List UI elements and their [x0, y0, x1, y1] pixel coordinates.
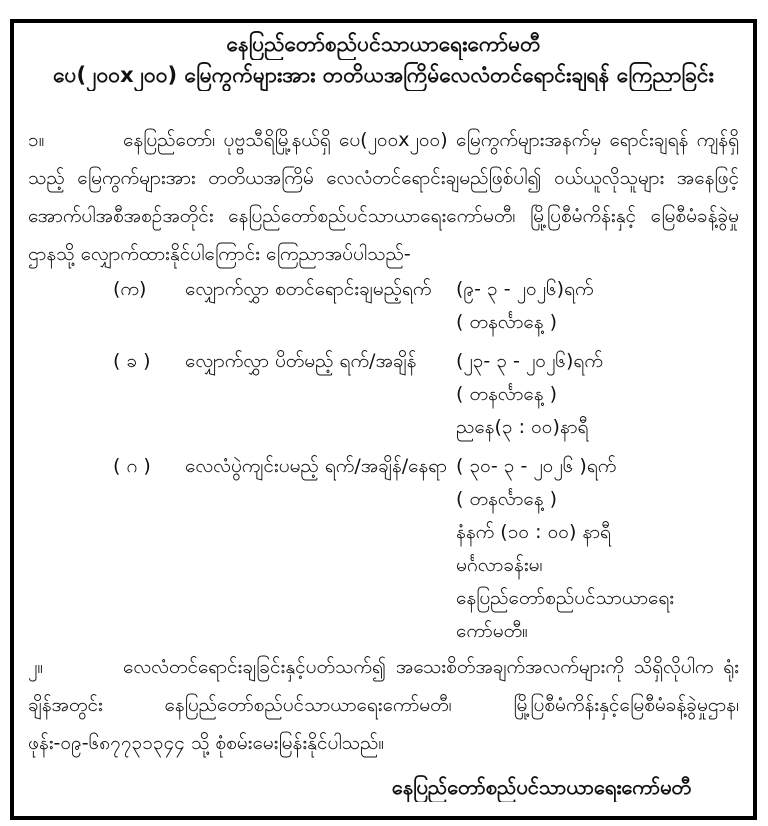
paragraph-2-number: ၂။: [28, 656, 44, 678]
paragraph-1: [28, 121, 739, 273]
schedule-row-item: လေလံပွဲကျင်းပမည့် ရက်/အချိန်/နေရာ: [185, 455, 447, 477]
schedule-detail-time: နံနက် (၁၀ : ၀၀) နာရီ: [456, 521, 611, 543]
schedule-row-auction-event: [28, 450, 739, 648]
schedule-row-label: ( ခ ): [113, 350, 151, 372]
schedule-row-details: [456, 450, 739, 648]
auction-schedule-list: [28, 273, 739, 648]
signature-block: [28, 772, 739, 802]
schedule-detail-weekday: ( တနင်္လာနေ့ ): [456, 488, 558, 510]
signature-text: နေပြည်တော်စည်ပင်သာယာရေးကော်မတီ: [391, 775, 691, 799]
paragraph-1-number: ၁။: [28, 129, 45, 151]
schedule-detail-date: (၂၃- ၃ - ၂၀၂၆)ရက်: [456, 350, 603, 372]
title-line-2: ပေ(၂၀၀x၂၀၀) မြေကွက်များအား တတိယအကြိမ်လေလံတင်ရောင်းချရန် ကြေညာခြင်း: [53, 63, 714, 87]
schedule-row-application-start: [28, 273, 739, 339]
schedule-row-item: လျှောက်လွှာ ပိတ်မည့် ရက်/အချိန်: [185, 350, 417, 372]
schedule-row-application-close: [28, 345, 739, 444]
schedule-detail-venue-line-1: မင်္ဂလာခန်းမ၊: [456, 554, 543, 576]
paragraph-1-text: နေပြည်တော်၊ ပုဗ္ဗသီရိမြို့နယ်ရှိ ပေ(၂၀၀x၂၀၀) မြေကွက်များအနက်မှ ရောင်းချရန် ကျန်ရှိသည့် မြေကွက်များအား တတိယအကြိမ် လေလံတင်ရောင်းချမည်ဖြစ်ပါ၍ ဝယ်ယူလိုသူများ အနေဖြင့် အောက်ပါအစီအစဉ်အတိုင်း နေပြည်တော်စည်ပင်သာယာရေးကော်မတီ၊ မြို့ပြစီမံကိန်းနှင့် မြေစီမံခန့်ခွဲမှုဌာနသို့ လျှောက်ထားနိုင်ပါကြောင်း ကြေညာအပ်ပါသည်-: [28, 129, 739, 265]
schedule-row-item: လျှောက်လွှာ စတင်ရောင်းချမည့်ရက်: [185, 278, 432, 300]
document-header: [28, 29, 739, 91]
schedule-detail-venue-line-2: နေပြည်တော်စည်ပင်သာယာရေး: [456, 587, 675, 609]
schedule-row-details: [456, 273, 739, 339]
schedule-detail-time: ညနေ(၃ : ၀၀)နာရီ: [456, 416, 589, 438]
schedule-detail-weekday: ( တနင်္လာနေ့ ): [456, 311, 558, 333]
schedule-row-label: ( ဂ ): [113, 455, 151, 477]
paragraph-2: [28, 648, 739, 762]
title-line-1: နေပြည်တော်စည်ပင်သာယာရေးကော်မတီ: [226, 32, 541, 56]
schedule-row-details: [456, 345, 739, 444]
schedule-detail-weekday: ( တနင်္လာနေ့ ): [456, 383, 558, 405]
paragraph-2-text: လေလံတင်ရောင်းချခြင်းနှင့်ပတ်သက်၍ အသေးစိတ်အချက်အလက်များကို သိရှိလိုပါက ရုံးချိန်အတွင်း နေပြည်တော်စည်ပင်သာယာရေးကော်မတီ၊ မြို့ပြစီမံကိန်းနှင့်မြေစီမံခန့်ခွဲမှုဌာန၊ ဖုန်း-၀၉-၆၈၇၇၃၁၃၄၄ သို့ စုံစမ်းမေးမြန်းနိုင်ပါသည်။: [28, 656, 739, 754]
schedule-detail-date: (၉- ၃ - ၂၀၂၆)ရက်: [456, 278, 594, 300]
schedule-detail-date: ( ၃၀- ၃ - ၂၀၂၆ )ရက်: [456, 455, 617, 477]
schedule-row-label: (က): [113, 278, 147, 300]
schedule-detail-venue-line-3: ကော်မတီ။: [456, 620, 528, 642]
announcement-document: [10, 19, 757, 820]
